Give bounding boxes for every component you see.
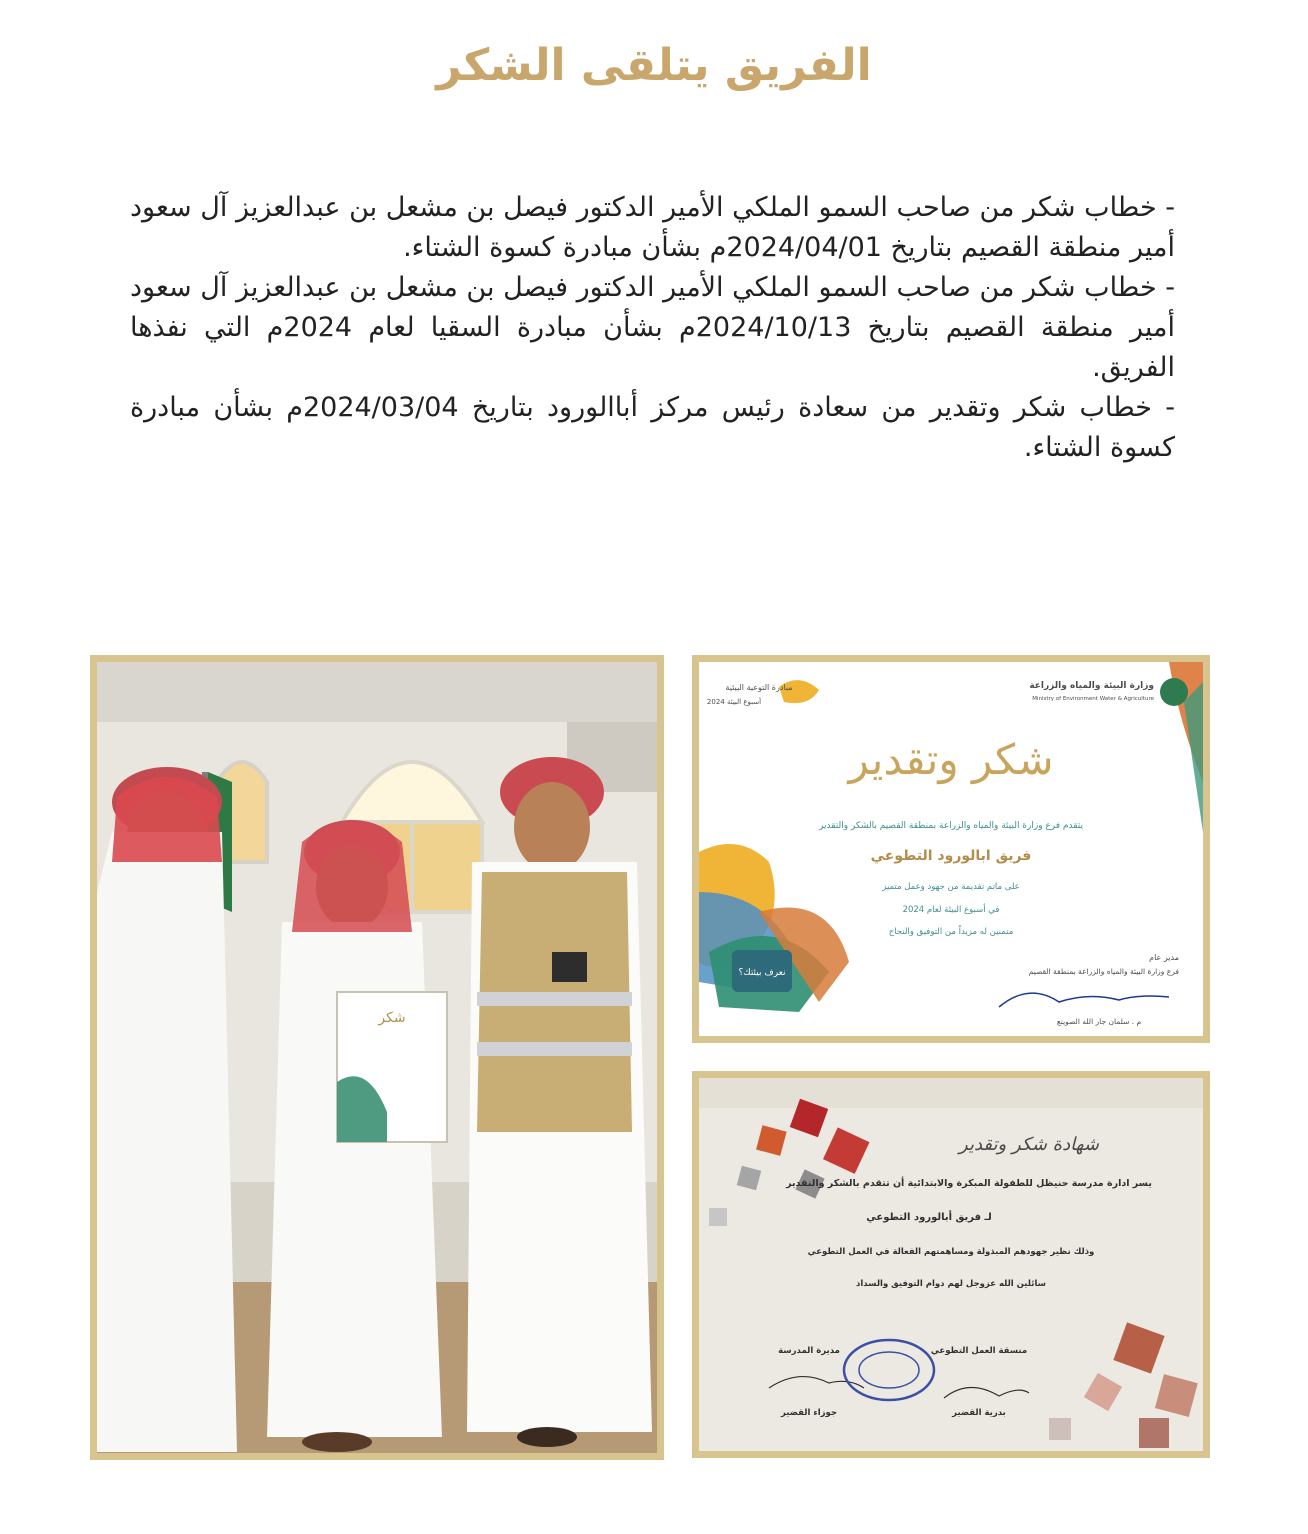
ministry-name-en: Ministry of Environment Water & Agriculture — [1032, 696, 1154, 702]
certificate-ministry — [692, 655, 1210, 1043]
certificate-line: على ماتم تقديمة من جهود وعمل متميز — [882, 882, 1020, 892]
signer-name: بدرية القضير — [952, 1408, 1006, 1418]
certificate-school-illustration — [699, 1078, 1203, 1451]
thanks-letter-item: - خطاب شكر من صاحب السمو الملكي الأمير الدكتور فيصل بن مشعل بن عبدالعزيز آل سعود أمير منطقة القصيم بتاريخ 2024/10/13م بشأن مبادرة السقيا لعام 2024م التي نفذها الفريق. — [130, 272, 1176, 383]
ministry-name: وزارة البيئة والمياه والزراعة — [1029, 681, 1154, 691]
campaign-badge: نعرف بيئتك؟ — [738, 968, 786, 978]
thanks-letter-item: - خطاب شكر وتقدير من سعادة رئيس مركز أباالورود بتاريخ 2024/03/04م بشأن مبادرة كسوة الشتاء. — [130, 392, 1175, 463]
certificate-heading: شكر وتقدير — [848, 735, 1054, 784]
certificate-recipient: لـ فريق أبالورود التطوعي — [866, 1212, 992, 1223]
certificate-ministry-illustration — [699, 662, 1203, 1036]
certificate-school — [692, 1071, 1210, 1458]
svg-text:شكر: شكر — [378, 1010, 406, 1026]
signer-name: جوزاء القضير — [781, 1408, 837, 1418]
certificate-heading: شهادة شكر وتقدير — [959, 1134, 1099, 1155]
certificate-line: وذلك نظير جهودهم المبذولة ومساهمتهم الفعالة في العمل التطوعي — [807, 1247, 1095, 1257]
certificate-line: متمنين له مزيداً من التوفيق والنجاح — [888, 927, 1014, 937]
signer-title: منسقة العمل التطوعي — [930, 1346, 1028, 1356]
signer-name: م . سلمان جار الله الصوينع — [1056, 1017, 1142, 1026]
environment-week: أسبوع البيئة 2024 — [706, 698, 762, 706]
certificate-intro: يتقدم فرع وزارة البيئة والمياه والزراعة بمنطقة القصيم بالشكر والتقدير — [819, 821, 1083, 831]
thanks-letter-item: - خطاب شكر من صاحب السمو الملكي الأمير الدكتور فيصل بن مشعل بن عبدالعزيز آل سعود أمير منطقة القصيم بتاريخ 2024/04/01م بشأن مبادرة كسوة الشتاء. — [130, 192, 1175, 263]
certificate-recipient: فريق ابالورود التطوعي — [870, 848, 1032, 864]
thanks-letters-list — [130, 188, 1175, 468]
team-photo — [90, 655, 664, 1460]
certificate-line: سائلين الله عزوجل لهم دوام التوفيق والسداد — [856, 1279, 1046, 1289]
page-title: الفريق يتلقى الشكر — [436, 40, 872, 91]
signer-title: مدير عام — [1149, 953, 1179, 962]
team-photo-illustration — [97, 662, 657, 1453]
certificate-intro: يسر ادارة مدرسة حنيظل للطفولة المبكرة والابتدائية أن تتقدم بالشكر والتقدير — [786, 1178, 1152, 1189]
signer-org: فرع وزارة البيئة والمياه والزراعة بمنطقة القصيم — [1028, 967, 1179, 976]
signer-title: مديرة المدرسة — [778, 1346, 840, 1356]
initiative-name: مبادرة التوعية البيئية — [725, 683, 793, 692]
certificate-line: في أسبوع البيئة لعام 2024 — [902, 905, 1000, 915]
